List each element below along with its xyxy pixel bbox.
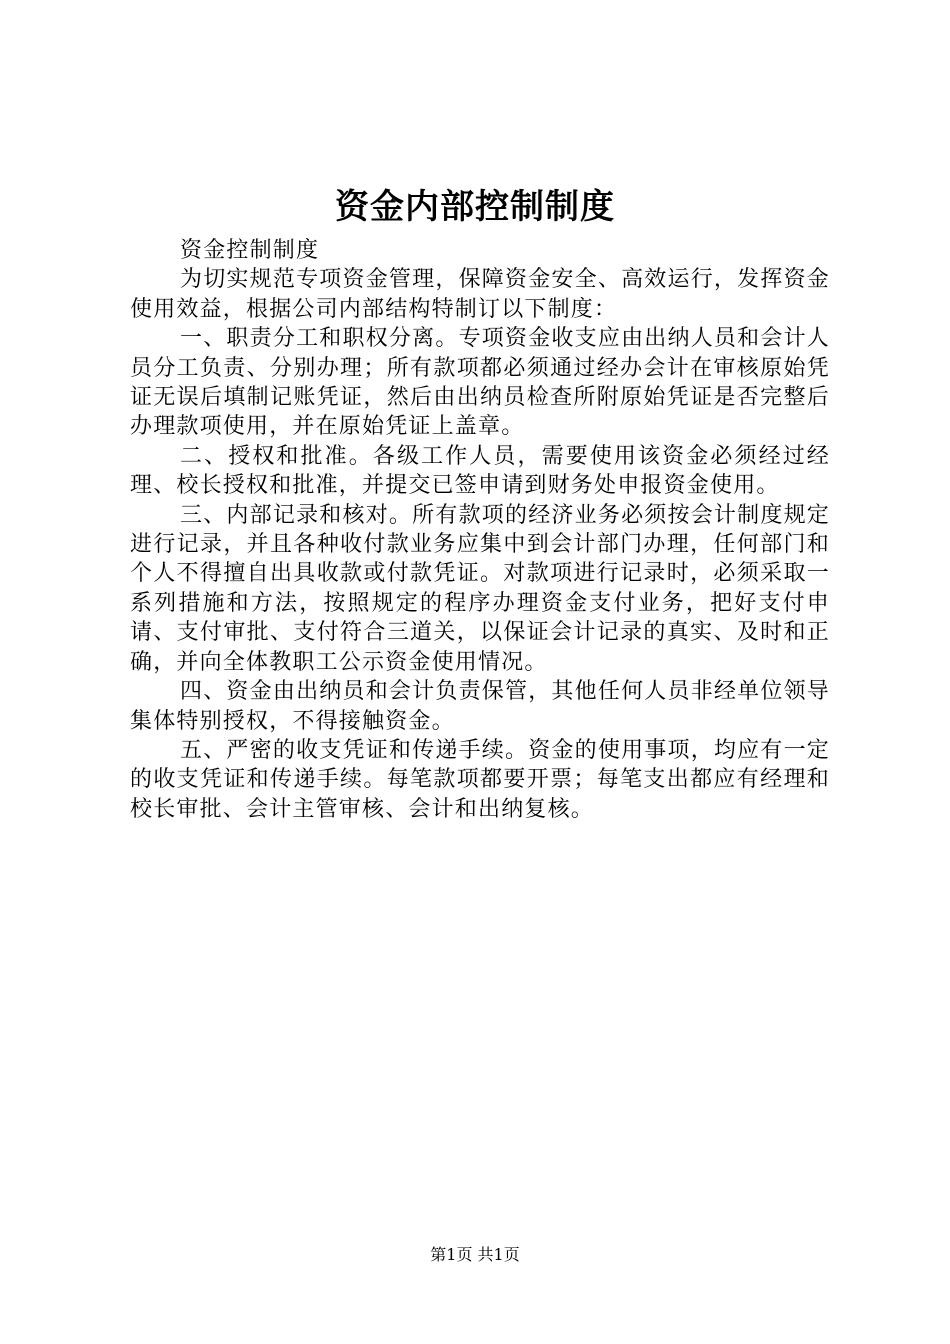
paragraph-subtitle: 资金控制制度 <box>180 238 320 263</box>
paragraph-section-1: 一、职责分工和职权分离。专项资金收支应由出纳人员和会计人员分工负责、分别办理；所有款项都必须通过经办会计在审核原始凭证无误后填制记账凭证，然后由出纳员检查所附原始凭证是否完整后办理款项使用，并在原始凭证上盖章。 <box>130 326 830 440</box>
paragraph-section-2: 二、授权和批准。各级工作人员，需要使用该资金必须经过经理、校长授权和批准，并提交已签申请到财务处申报资金使用。 <box>130 443 830 499</box>
page-footer: 第1页 共1页 <box>430 1245 520 1264</box>
paragraph-section-5: 五、严密的收支凭证和传递手续。资金的使用事项，均应有一定的收支凭证和传递手续。每笔款项都要开票；每笔支出都应有经理和校长审批、会计主管审核、会计和出纳复核。 <box>130 737 830 822</box>
paragraph-section-4: 四、资金由出纳员和会计负责保管，其他任何人员非经单位领导集体特别授权，不得接触资金。 <box>130 679 830 734</box>
document-body <box>130 236 830 824</box>
paragraph-section-3: 三、内部记录和核对。所有款项的经济业务必须按会计制度规定进行记录，并且各种收付款业务应集中到会计部门办理，任何部门和个人不得擅自出具收款或付款凭证。对款项进行记录时，必须采取一系列措施和方法，按照规定的程序办理资金支付业务，把好支付申请、支付审批、支付符合三道关，以保证会计记录的真实、及时和正确，并向全体教职工公示资金使用情况。 <box>130 502 830 675</box>
paragraph-intro: 为切实规范专项资金管理，保障资金安全、高效运行，发挥资金使用效益，根据公司内部结构特制订以下制度： <box>130 267 830 322</box>
document-title: 资金内部控制制度 <box>335 187 615 227</box>
